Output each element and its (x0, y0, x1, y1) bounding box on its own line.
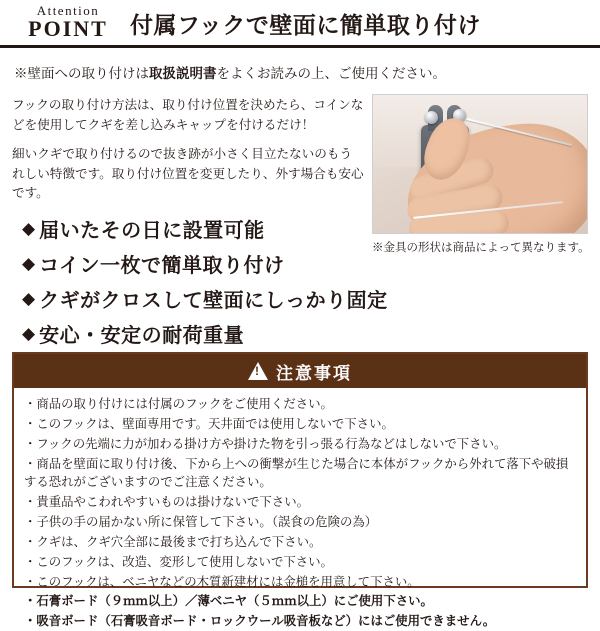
list-item: ・このフックは、壁面専用です。天井面では使用しないで下さい。 (24, 416, 394, 431)
list-item (22, 284, 600, 313)
photo-block (372, 94, 588, 255)
body-paragraph-1: フックの取り付け方法は、取り付け位置を決めたら、コインなどを使用してクギを差し込みキャップを付けるだけ！ (12, 98, 364, 132)
warning-icon (248, 362, 268, 380)
list-item: ・貴重品やこわれやすいものは掛けないで下さい。 (24, 495, 309, 510)
caution-list (14, 388, 586, 631)
list-item: ・このフックは、ベニヤなどの木質新建材には金槌を用意して下さい。 (24, 574, 420, 589)
photo-caption: ※金具の形状は商品によって異なります。 (372, 242, 590, 254)
body-paragraph-2: 細いクギで取り付けるので抜き跡が小さく目立たないのもうれしい特徴です。取り付け位置を変更したり、外す場合も安心です。 (12, 147, 364, 201)
feature-label: 届いたその日に設置可能 (39, 219, 265, 242)
lead-note (14, 62, 600, 82)
feature-label: クギがクロスして壁面にしっかり固定 (39, 289, 388, 312)
caution-header (14, 354, 586, 388)
lead-bold: 取扱説明書 (149, 66, 217, 81)
diamond-icon: ◆ (22, 288, 36, 308)
page-header (0, 0, 600, 48)
feature-label: 安心・安定の耐荷重量 (39, 324, 245, 347)
diamond-icon: ◆ (22, 218, 36, 238)
list-item: ・子供の手の届かない所に保管して下さい。（誤食の危険の為） (24, 515, 378, 530)
diamond-icon: ◆ (22, 253, 36, 273)
point-label: POINT (28, 16, 108, 41)
list-item: ・吸音ボード（石膏吸音ボード・ロックウール吸音板など）にはご使用できません。 (24, 614, 496, 629)
list-item (22, 319, 600, 348)
list-item: ・石膏ボード（９ｍｍ以上）／薄ベニヤ（５ｍｍ以上）にご使用下さい。 (24, 594, 433, 609)
list-item: ・クギは、クギ穴全部に最後まで打ち込んで下さい。 (24, 534, 322, 549)
lead-suffix: をよくお読みの上、ご使用ください。 (216, 66, 446, 81)
diamond-icon: ◆ (22, 323, 36, 343)
feature-label: コイン一枚で簡単取り付け (39, 254, 285, 277)
list-item: ・フックの先端に力が加わる掛け方や掛けた物を引っ張る行為などはしないで下さい。 (24, 436, 507, 451)
page-title: 付属フックで壁面に簡単取り付け (130, 12, 481, 38)
attention-point-logo (8, 4, 128, 40)
caution-title: 注意事項 (276, 363, 352, 383)
list-item: ・商品を壁面に取り付け後、下から上への衝撃が生じた場合に本体がフックから外れて落下や破損する恐れがございますのでご注意ください。 (24, 456, 569, 490)
list-item: ・商品の取り付けには付属のフックをご使用ください。 (24, 397, 333, 411)
body-text-column (12, 96, 364, 204)
lead-prefix: ※壁面への取り付けは (14, 66, 149, 81)
photo-screw-icon (425, 111, 438, 124)
list-item: ・このフックは、改造、変形して使用しないで下さい。 (24, 554, 333, 569)
caution-box (12, 352, 588, 629)
attention-label: Attention (36, 3, 100, 18)
hook-installation-photo (372, 94, 588, 234)
